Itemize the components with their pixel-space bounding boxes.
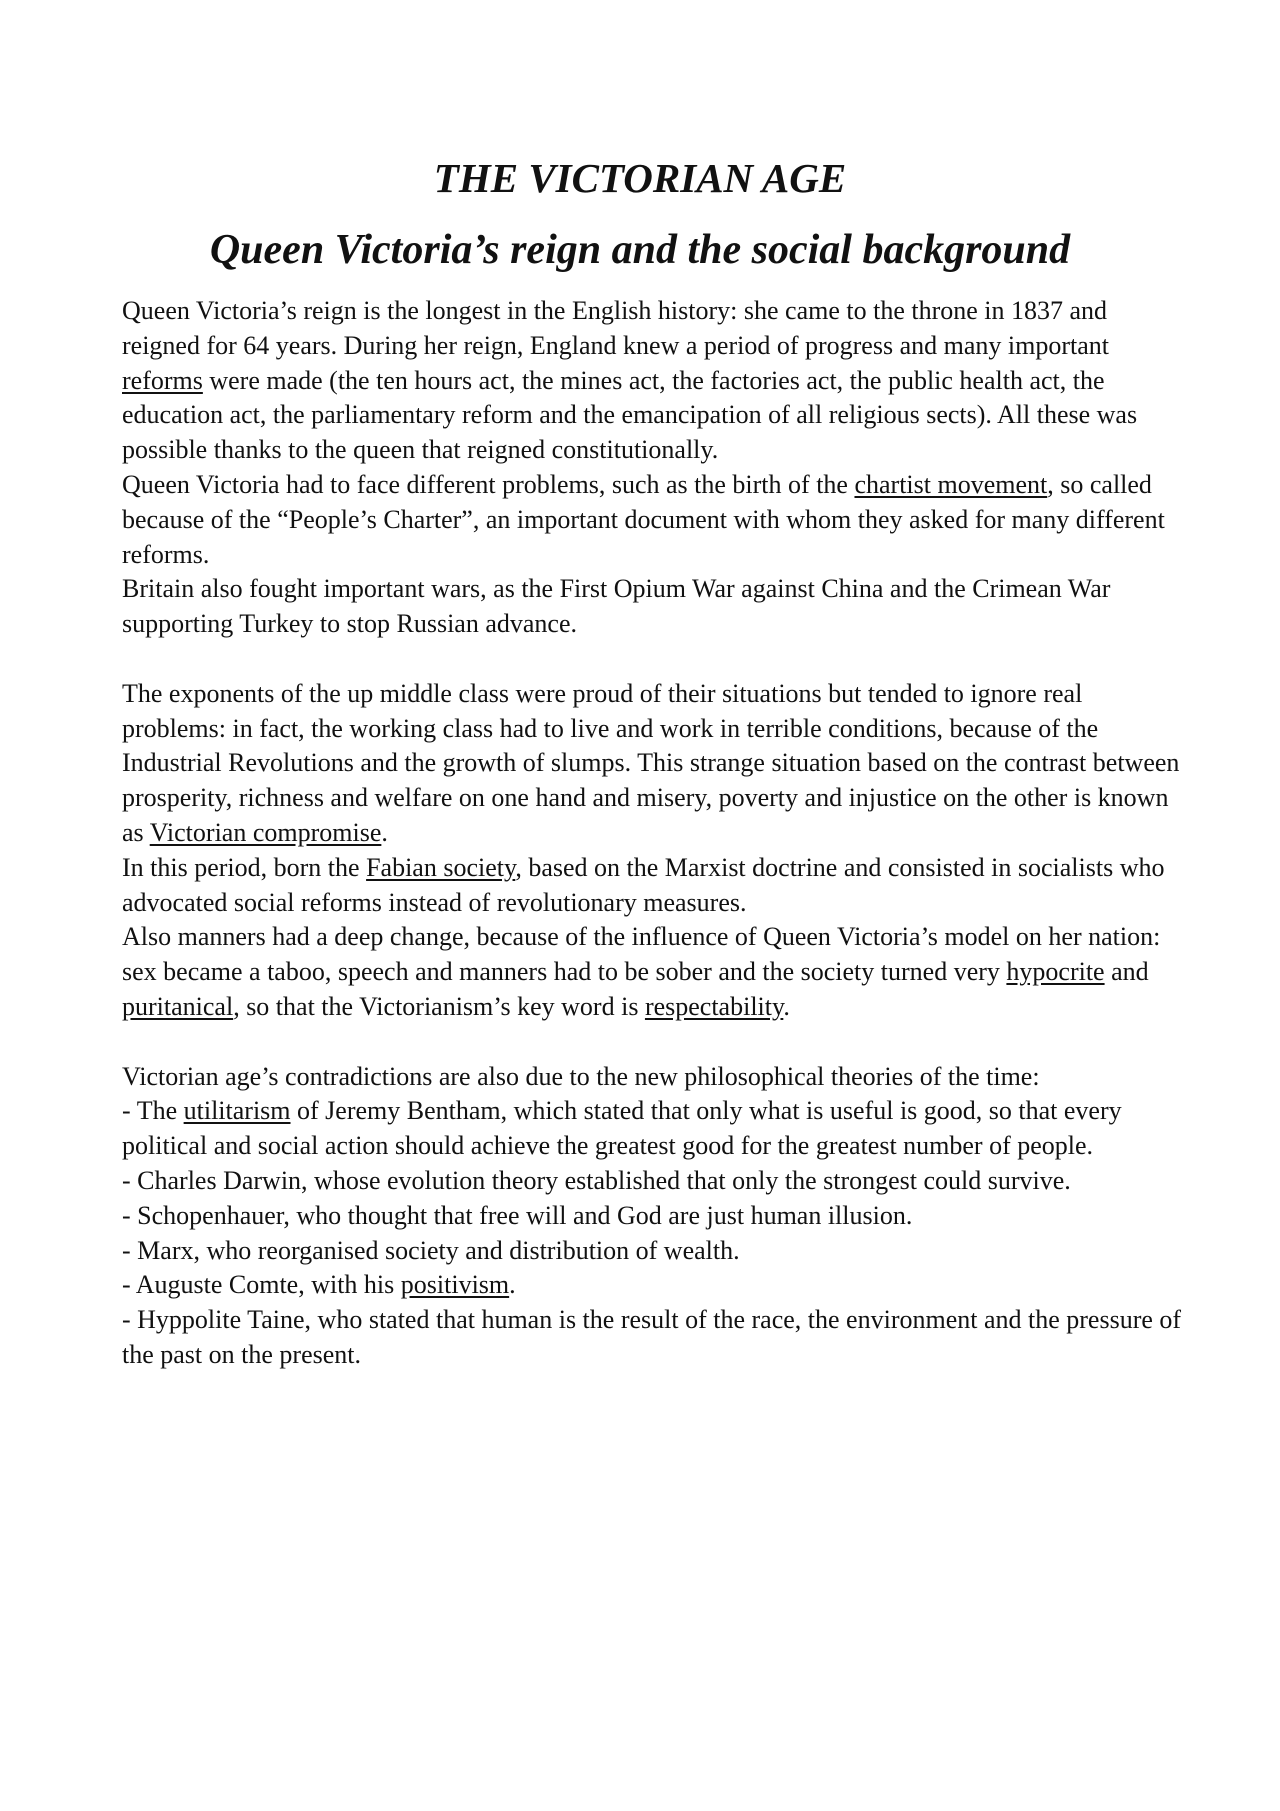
list-item-bentham: - The utilitarism of Jeremy Bentham, which stated that only what is useful is good, so that every political and social action should achieve the greatest good for the greatest number of people. <box>122 1096 1122 1161</box>
paragraph-fabian: In this period, born the Fabian society, based on the Marxist doctrine and consisted in socialists who advocated social reforms instead of revolutionary measures. <box>122 852 1165 917</box>
paragraph-theories-intro: Victorian age’s contradictions are also due to the new philosophical theories of the time: <box>122 1061 1040 1091</box>
term-chartist-movement: chartist movement <box>854 469 1048 499</box>
paragraph-middle-class: The exponents of the up middle class were proud of their situations but tended to ignore real problems: in fact, the working class had to live and work in terrible conditions, because of the Industrial Revolutions and the growth of slumps. This strange situation based on the contrast between prosperity, richness and welfare on one hand and misery, poverty and injustice on the other is known as Victorian compromise. <box>122 678 1180 847</box>
page-subtitle: Queen Victoria’s reign and the social background <box>209 227 1071 273</box>
term-utilitarism: utilitarism <box>183 1096 291 1126</box>
list-item-schopenhauer: - Schopenhauer, who thought that free will and God are just human illusion. <box>122 1200 913 1230</box>
list-item-marx: - Marx, who reorganised society and distribution of wealth. <box>122 1235 740 1265</box>
list-item-comte: - Auguste Comte, with his positivism. <box>122 1270 516 1300</box>
term-reforms: reforms <box>122 365 203 395</box>
term-positivism: positivism <box>400 1270 510 1300</box>
paragraph-wars: Britain also fought important wars, as the First Opium War against China and the Crimean War supporting Turkey to stop Russian advance. <box>122 574 1111 639</box>
paragraph-chartist: Queen Victoria had to face different problems, such as the birth of the chartist movement, so called because of the “People’s Charter”, an important document with whom they asked for many different reforms. <box>122 469 1165 569</box>
term-fabian-society: Fabian society <box>366 852 516 882</box>
document-body <box>122 294 1182 1373</box>
term-puritanical: puritanical <box>122 991 234 1021</box>
term-hypocrite: hypocrite <box>1006 957 1105 987</box>
term-victorian-compromise: Victorian compromise <box>149 817 382 847</box>
page-title: THE VICTORIAN AGE <box>433 155 847 201</box>
paragraph-manners: Also manners had a deep change, because of the influence of Queen Victoria’s model on her nation: sex became a taboo, speech and manners had to be sober and the society turned very hypocrite and puritanical, so that the Victorianism’s key word is respectability. <box>122 922 1161 1021</box>
term-respectability: respectability <box>644 991 784 1021</box>
list-item-taine: - Hyppolite Taine, who stated that human is the result of the race, the environment and the pressure of the past on the present. <box>122 1305 1182 1369</box>
paragraph-reign: Queen Victoria’s reign is the longest in the English history: she came to the throne in 1837 and reigned for 64 years. During her reign, England knew a period of progress and many important reforms were made (the ten hours act, the mines act, the factories act, the public health act, the education act, the parliamentary reform and the emancipation of all religious sects). All these was possible thanks to the queen that reigned constitutionally. <box>122 296 1138 465</box>
list-item-darwin: - Charles Darwin, whose evolution theory established that only the strongest could survive. <box>122 1165 1071 1195</box>
paragraph-gap <box>122 1025 1182 1060</box>
paragraph-gap <box>122 642 1182 677</box>
